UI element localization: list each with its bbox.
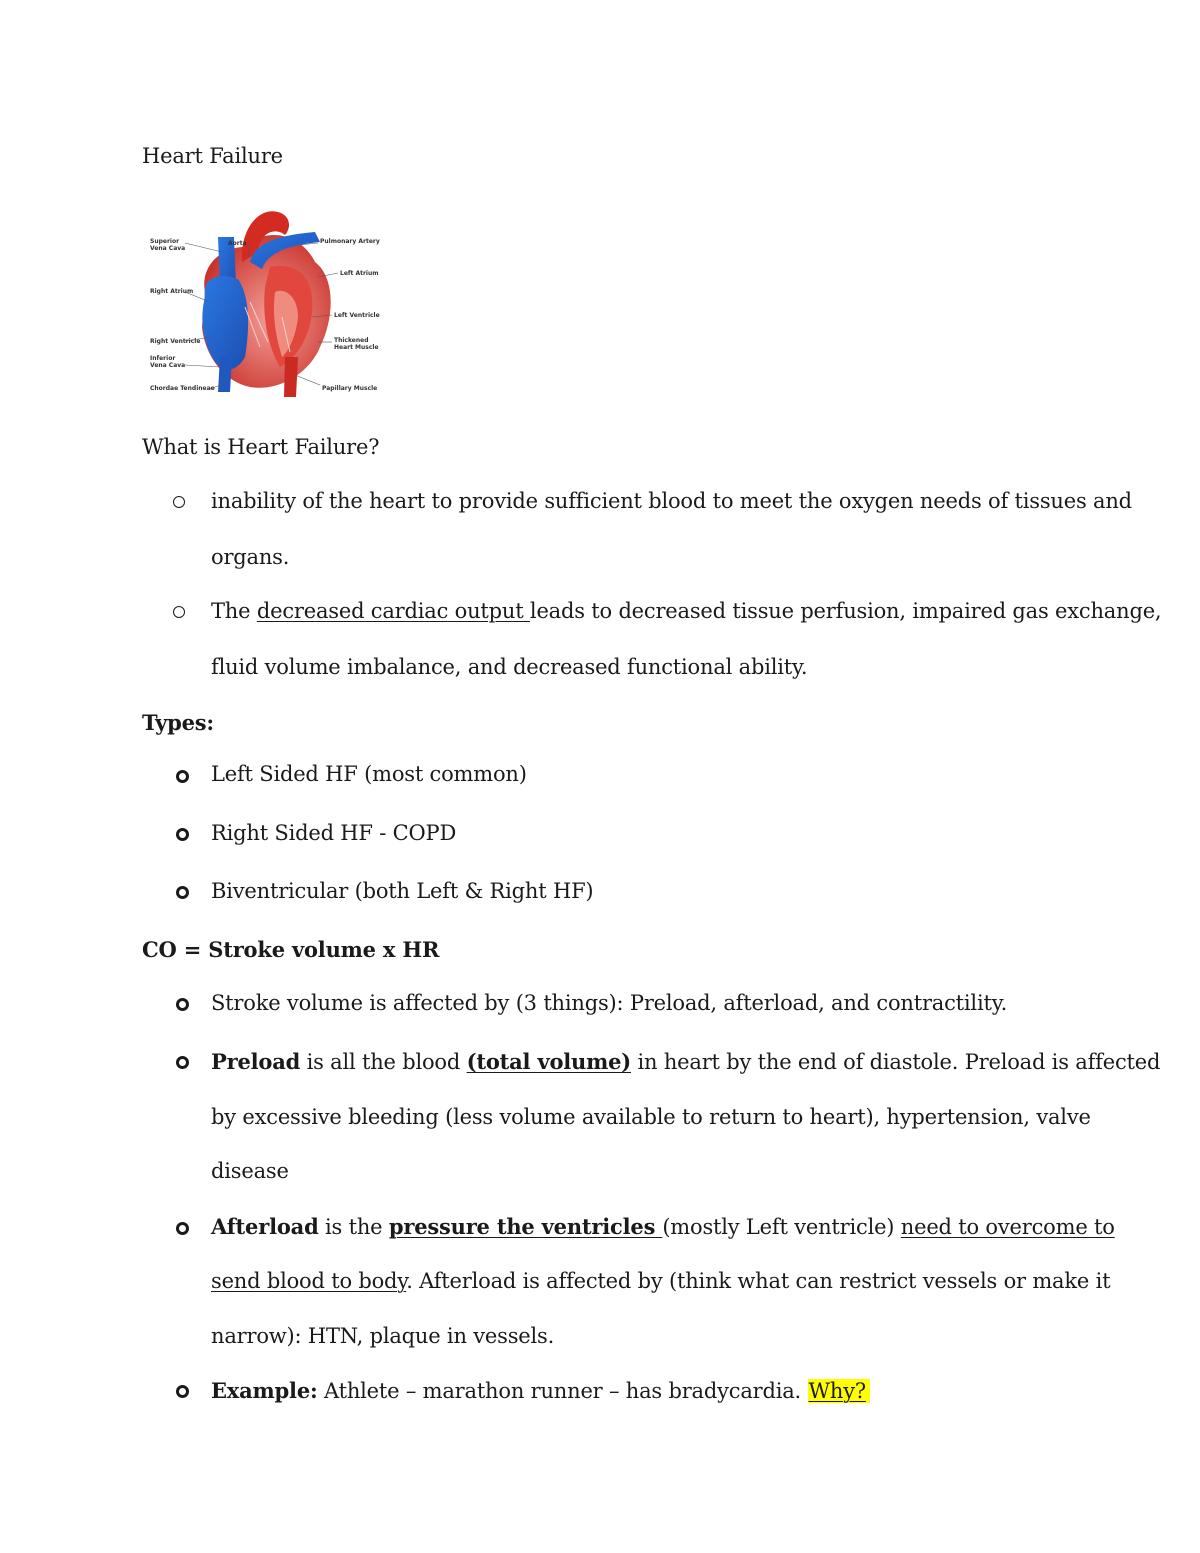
highlighted-why: Why? bbox=[808, 1379, 870, 1403]
afterload-line-2: send blood to body. Afterload is affected by (think what can restrict vessels or make it bbox=[211, 1269, 1111, 1293]
underlined-phrase: decreased cardiac output bbox=[256, 599, 530, 623]
label-inferior-vena-cava: Inferior bbox=[150, 355, 176, 362]
types-item-2: Right Sided HF - COPD bbox=[211, 821, 457, 845]
label-right-ventricle: Right Ventricle bbox=[150, 338, 201, 345]
bullet-bold-circle-icon bbox=[176, 1056, 189, 1069]
label-pulmonary-artery: Pulmonary Artery bbox=[320, 238, 380, 245]
definition-bullet-2-line-1: The decreased cardiac output leads to decreased tissue perfusion, impaired gas exchange, bbox=[211, 599, 1162, 623]
example-line: Example: Athlete – marathon runner – has bradycardia. Why? bbox=[211, 1380, 870, 1402]
types-item-3: Biventricular (both Left & Right HF) bbox=[211, 879, 594, 903]
bullet-bold-circle-icon bbox=[176, 1222, 189, 1235]
definition-bullet-1-line-1: inability of the heart to provide sufficient blood to meet the oxygen needs of tissues and bbox=[211, 489, 1132, 513]
label-right-atrium: Right Atrium bbox=[150, 288, 194, 295]
label-superior-vena-cava-2: Vena Cava bbox=[150, 245, 186, 252]
document-title: Heart Failure bbox=[142, 144, 283, 168]
bullet-bold-circle-icon bbox=[176, 828, 189, 841]
label-inferior-vena-cava-2: Vena Cava bbox=[150, 362, 186, 369]
label-left-ventricle: Left Ventricle bbox=[334, 312, 380, 319]
bullet-bold-circle-icon bbox=[176, 1385, 189, 1398]
afterload-line-1: Afterload is the pressure the ventricles (mostly Left ventricle) need to overcome to bbox=[211, 1214, 1115, 1239]
heart-illustration bbox=[202, 211, 331, 397]
types-heading: Types: bbox=[142, 710, 214, 735]
bullet-bold-circle-icon bbox=[176, 998, 189, 1011]
bullet-open-circle-icon bbox=[173, 496, 185, 508]
heart-anatomy-diagram bbox=[150, 207, 380, 399]
stroke-volume-item: Stroke volume is affected by (3 things): Preload, afterload, and contractility. bbox=[211, 991, 1008, 1015]
preload-line-2: by excessive bleeding (less volume available to return to heart), hypertension, valve bbox=[211, 1105, 1091, 1129]
label-left-atrium: Left Atrium bbox=[340, 270, 379, 277]
preload-line-1: Preload is all the blood (total volume) in heart by the end of diastole. Preload is affected bbox=[211, 1049, 1161, 1074]
bullet-open-circle-icon bbox=[173, 606, 185, 618]
definition-bullet-1-line-2: organs. bbox=[211, 545, 290, 569]
label-papillary-muscle: Papillary Muscle bbox=[322, 385, 378, 392]
label-superior-vena-cava: Superior bbox=[150, 238, 180, 245]
label-chordae-tendineae: Chordae Tendineae bbox=[150, 385, 215, 392]
question-heading: What is Heart Failure? bbox=[142, 435, 380, 459]
preload-line-3: disease bbox=[211, 1159, 289, 1183]
bullet-bold-circle-icon bbox=[176, 886, 189, 899]
types-item-1: Left Sided HF (most common) bbox=[211, 762, 527, 786]
label-thickened: Thickened bbox=[334, 337, 369, 344]
label-thickened-2: Heart Muscle bbox=[334, 344, 379, 351]
bullet-bold-circle-icon bbox=[176, 770, 189, 783]
definition-bullet-2-line-2: fluid volume imbalance, and decreased functional ability. bbox=[211, 655, 808, 679]
label-aorta: Aorta bbox=[228, 240, 247, 247]
co-heading: CO = Stroke volume x HR bbox=[142, 937, 440, 962]
afterload-line-3: narrow): HTN, plaque in vessels. bbox=[211, 1324, 555, 1348]
